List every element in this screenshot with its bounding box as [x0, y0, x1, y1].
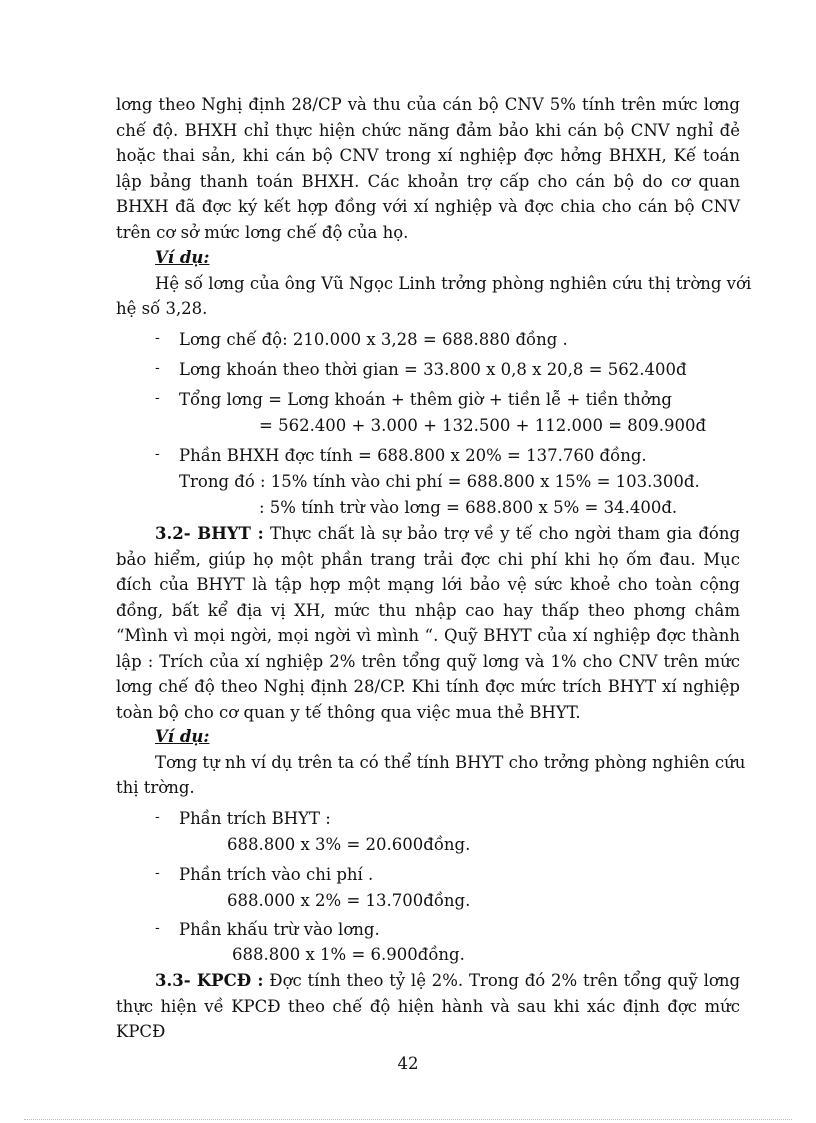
section-3-2-paragraph — [116, 521, 740, 725]
footer-divider — [24, 1119, 792, 1120]
example2-bhyt-part-label: Phần trích BHYT : — [179, 809, 331, 828]
example2-deduction-label: Phần khấu trừ vào lơng. — [179, 920, 380, 939]
bullet-dash: - — [155, 330, 160, 346]
example2-deduction-value: 688.800 x 1% = 6.900đồng. — [232, 945, 465, 964]
example1-intro-line1: Hệ số lơng của ông Vũ Ngọc Linh trởng phòng nghiên cứu thị trờng với — [155, 274, 752, 293]
bullet-dash: - — [155, 920, 160, 936]
intro-paragraph: lơng theo Nghị định 28/CP và thu của cán bộ CNV 5% tính trên mức lơng chế độ. BHXH chỉ thực hiện chức năng đảm bảo khi cán bộ CNV nghỉ đẻ hoặc thai sản, khi cán bộ CNV trong xí nghiệp đợc hởng BHXH, Kế toán lập bảng thanh toán BHXH. Các khoản trợ cấp cho cán bộ do cơ quan BHXH đã đợc ký kết hợp đồng với xí nghiệp và đợc chia cho cán bộ CNV trên cơ sở mức lơng chế độ của họ. — [116, 95, 740, 242]
section-3-2-body: Thực chất là sự bảo trợ về y tế cho ngời tham gia đóng bảo hiểm, giúp họ một phần trang trải đợc chi phí khi họ ốm đau. Mục đích của BHYT là tập hợp một mạng lới bảo vệ sức khoẻ cho toàn cộng đồng, bất kể địa vị XH, mức thu nhập cao hay thấp theo phơng châm “Mình vì mọi ngời, mọi ngời vì mình “. Quỹ BHYT của xí nghiệp đợc thành lập : Trích của xí nghiệp 2% trên tổng quỹ lơng và 1% cho CNV trên mức lơng chế độ theo Nghị định 28/CP. Khi tính đợc mức trích BHYT xí nghiệp toàn bộ cho cơ quan y tế thông qua việc mua thẻ BHYT. — [116, 524, 741, 722]
example1-intro-line2: hệ số 3,28. — [116, 299, 208, 318]
example1-bhxh-deduction: : 5% tính trừ vào lơng = 688.800 x 5% = 34.400đ. — [259, 498, 678, 517]
bullet-dash: - — [155, 865, 160, 881]
section-3-3-heading: 3.3- KPCĐ : — [155, 971, 264, 990]
example2-intro-line1: Tơng tự nh ví dụ trên ta có thể tính BHYT cho trởng phòng nghiên cứu — [155, 753, 746, 772]
section-3-3-body: Đợc tính theo tỷ lệ 2%. Trong đó 2% trên tổng quỹ lơng thực hiện về KPCĐ theo chế độ hiện hành và sau khi xác định đợc mức KPCĐ — [116, 971, 741, 1041]
section-3-2-heading: 3.2- BHYT : — [155, 524, 264, 543]
example2-expense-label: Phần trích vào chi phí . — [179, 865, 374, 884]
page-number: 42 — [397, 1054, 419, 1073]
example1-piece-salary: Lơng khoán theo thời gian = 33.800 x 0,8 x 20,8 = 562.400đ — [179, 360, 687, 379]
bullet-dash: - — [155, 809, 160, 825]
example1-bhxh-expense: Trong đó : 15% tính vào chi phí = 688.800 x 15% = 103.300đ. — [179, 472, 700, 491]
example2-expense-value: 688.000 x 2% = 13.700đồng. — [227, 891, 471, 910]
example1-basic-salary: Lơng chế độ: 210.000 x 3,28 = 688.880 đồng . — [179, 330, 568, 349]
example-label-1: Ví dụ: — [155, 248, 210, 267]
example1-total-salary-value: = 562.400 + 3.000 + 132.500 + 112.000 = 809.900đ — [259, 416, 707, 435]
bullet-dash: - — [155, 446, 160, 462]
bullet-dash: - — [155, 390, 160, 406]
section-3-3-paragraph — [116, 968, 740, 1045]
bullet-dash: - — [155, 360, 160, 376]
example1-bhxh-part: Phần BHXH đợc tính = 688.800 x 20% = 137.760 đồng. — [179, 446, 647, 465]
example2-intro-line2: thị trờng. — [116, 778, 195, 797]
example1-total-salary-formula: Tổng lơng = Lơng khoán + thêm giờ + tiền lễ + tiền thởng — [179, 390, 672, 409]
example2-bhyt-part-value: 688.800 x 3% = 20.600đồng. — [227, 835, 471, 854]
example-label-2: Ví dụ: — [155, 727, 210, 746]
